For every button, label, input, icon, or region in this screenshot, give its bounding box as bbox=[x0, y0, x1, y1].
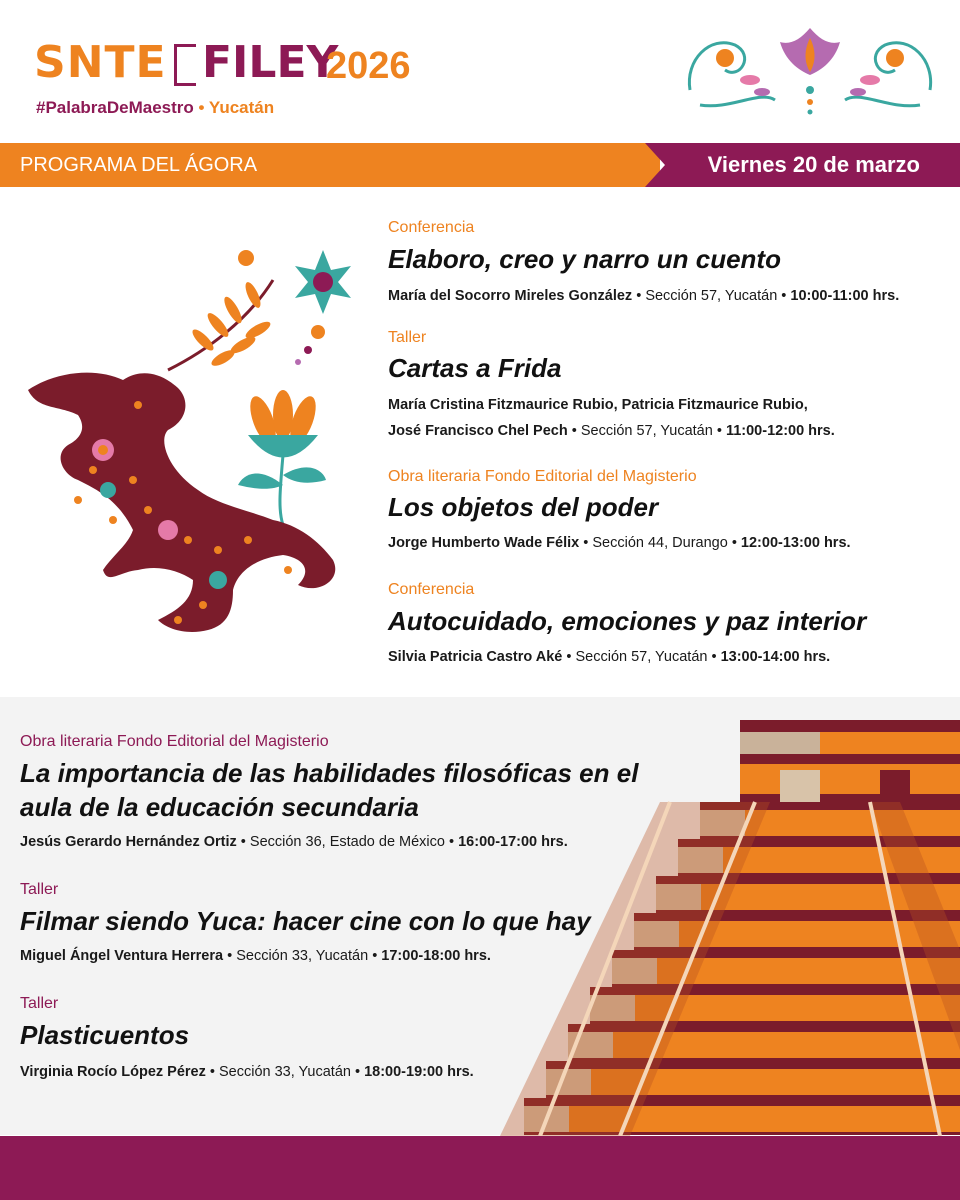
event-1-people: María del Socorro Mireles González bbox=[388, 288, 633, 304]
event-2-time: 11:00-12:00 hrs. bbox=[725, 423, 835, 439]
event-1-section: Sección 57, Yucatán bbox=[645, 288, 778, 304]
event-3-type: Obra literaria Fondo Editorial del Magisterio bbox=[388, 468, 697, 485]
logo-year-text: 2026 bbox=[326, 45, 411, 87]
bullet: • bbox=[449, 834, 455, 850]
event-2-section: Sección 57, Yucatán bbox=[580, 423, 713, 439]
bullet: • bbox=[781, 288, 787, 304]
event-7-time: 18:00-19:00 hrs. bbox=[364, 1064, 474, 1080]
event-2-title: Cartas a Frida bbox=[388, 353, 562, 383]
logo-filey-text: FILEY bbox=[202, 37, 339, 88]
program-date: Viernes 20 de marzo bbox=[707, 152, 920, 177]
event-3-meta bbox=[388, 531, 851, 555]
event-6-title: Filmar siendo Yuca: hacer cine con lo que hay bbox=[20, 906, 591, 936]
event-1-type: Conferencia bbox=[388, 219, 475, 236]
bullet: • bbox=[354, 1064, 361, 1080]
event-6-type: Taller bbox=[20, 881, 59, 898]
event-5-section: Sección 36, Estado de México bbox=[249, 834, 445, 850]
program-title: PROGRAMA DEL ÁGORA bbox=[20, 154, 258, 176]
event-1-title: Elaboro, creo y narro un cuento bbox=[388, 244, 781, 274]
tagline-bullet: • bbox=[198, 98, 205, 117]
event-5-type: Obra literaria Fondo Editorial del Magisterio bbox=[20, 733, 329, 750]
bullet: • bbox=[209, 1064, 215, 1080]
bullet: • bbox=[240, 834, 246, 850]
event-5-title-line2: aula de la educación secundaria bbox=[20, 792, 419, 822]
event-6-time: 17:00-18:00 hrs. bbox=[381, 948, 491, 964]
event-5-title-line1: La importancia de las habilidades filosóficas en el bbox=[20, 758, 639, 788]
event-2-meta bbox=[388, 419, 835, 443]
footer-bar bbox=[0, 1136, 960, 1200]
event-7-section: Sección 33, Yucatán bbox=[219, 1064, 351, 1080]
event-5-people: Jesús Gerardo Hernández Ortiz bbox=[20, 834, 237, 850]
event-4-meta bbox=[388, 645, 830, 669]
event-4-time: 13:00-14:00 hrs. bbox=[720, 649, 831, 665]
bullet: • bbox=[583, 535, 589, 551]
event-5-meta bbox=[20, 830, 568, 854]
event-4-title: Autocuidado, emociones y paz interior bbox=[388, 606, 867, 636]
event-2-people-first: María Cristina Fitzmaurice Rubio, Patricia Fitzmaurice Rubio, bbox=[388, 397, 808, 413]
event-7-type: Taller bbox=[20, 995, 59, 1012]
event-3-people: Jorge Humberto Wade Félix bbox=[388, 535, 580, 551]
event-6-people: Miguel Ángel Ventura Herrera bbox=[20, 948, 224, 964]
bullet: • bbox=[372, 948, 378, 964]
logo-snte-text: SNTE bbox=[34, 37, 167, 88]
event-3-title: Los objetos del poder bbox=[388, 492, 659, 522]
hashtag-text: #PalabraDeMaestro bbox=[36, 98, 194, 117]
event-7-people: Virginia Rocío López Pérez bbox=[20, 1064, 206, 1080]
bullet: • bbox=[636, 288, 642, 304]
bullet: • bbox=[731, 535, 737, 551]
event-3-section: Sección 44, Durango bbox=[592, 535, 728, 551]
event-4-section: Sección 57, Yucatán bbox=[575, 649, 708, 665]
event-6-meta bbox=[20, 944, 491, 968]
bullet: • bbox=[571, 423, 577, 439]
event-2-people: José Francisco Chel Pech bbox=[388, 423, 568, 439]
event-6-section: Sección 33, Yucatán bbox=[236, 948, 369, 964]
event-4-people: Silvia Patricia Castro Aké bbox=[388, 649, 563, 665]
event-7-title: Plasticuentos bbox=[20, 1020, 190, 1050]
bullet: • bbox=[711, 649, 717, 665]
bullet: • bbox=[716, 423, 722, 439]
location-text: Yucatán bbox=[208, 98, 275, 117]
logo-book-icon bbox=[174, 44, 196, 86]
jaguar-illustration-icon bbox=[18, 240, 368, 650]
event-4-type: Conferencia bbox=[388, 581, 475, 598]
event-5-time: 16:00-17:00 hrs. bbox=[458, 834, 568, 850]
filey-logo bbox=[34, 34, 411, 124]
event-7-meta bbox=[20, 1060, 474, 1084]
bullet: • bbox=[227, 948, 233, 964]
event-2-people-line1 bbox=[388, 393, 808, 417]
event-2-type: Taller bbox=[388, 329, 427, 346]
event-1-time: 10:00-11:00 hrs. bbox=[790, 288, 900, 304]
bullet: • bbox=[566, 649, 572, 665]
floral-ornament-icon bbox=[680, 20, 940, 120]
logo-tagline bbox=[36, 98, 274, 118]
event-1-meta bbox=[388, 284, 899, 308]
event-3-time: 12:00-13:00 hrs. bbox=[740, 535, 851, 551]
